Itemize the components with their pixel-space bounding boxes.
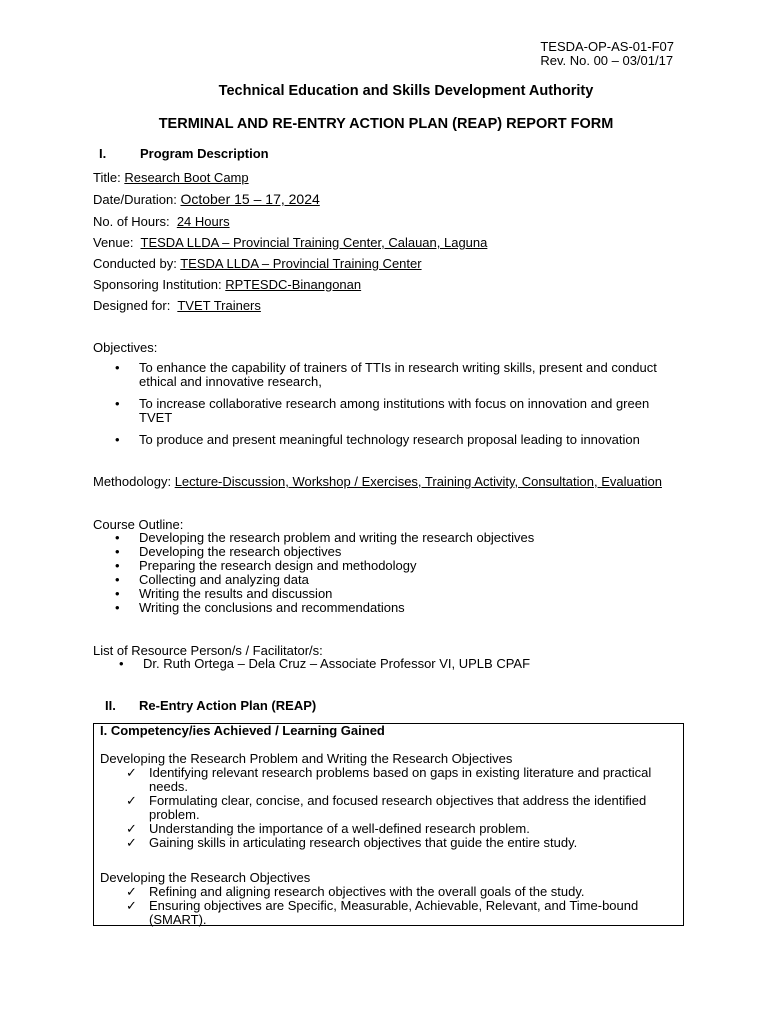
objectives-list bbox=[93, 361, 657, 447]
field-label: No. of Hours: bbox=[93, 214, 170, 229]
field-label: Date/Duration: bbox=[93, 192, 177, 207]
list-item bbox=[100, 836, 675, 850]
item-line: Identifying relevant research problems based on gaps in existing literature and practical bbox=[149, 765, 652, 780]
item-line: needs. bbox=[149, 779, 189, 794]
field-value: Lecture-Discussion, Workshop / Exercises, Training Activity, Consultation, Evaluation bbox=[174, 474, 662, 489]
list-item: • Developing the research problem and writing the research objectives bbox=[93, 531, 534, 545]
reap-table bbox=[93, 723, 684, 926]
field-conducted-by bbox=[93, 256, 422, 271]
field-date bbox=[93, 191, 320, 207]
course-outline-label: Course Outline: bbox=[93, 517, 184, 532]
checkmark-icon: ✓ bbox=[126, 835, 137, 850]
competency-list-2 bbox=[100, 885, 675, 927]
objective-line: TVET bbox=[139, 410, 173, 425]
item-line: Refining and aligning research objectives with the overall goals of the study. bbox=[149, 884, 585, 899]
list-item bbox=[100, 899, 675, 927]
field-value: RPTESDC-Binangonan bbox=[225, 277, 362, 292]
organization-name: Technical Education and Skills Development Authority bbox=[218, 83, 594, 99]
field-label: Designed for: bbox=[93, 298, 171, 313]
resource-persons-list bbox=[97, 657, 530, 671]
field-designed-for bbox=[93, 298, 261, 313]
revision-number: Rev. No. 00 – 03/01/17 bbox=[540, 53, 674, 68]
field-value: Research Boot Camp bbox=[124, 170, 249, 185]
field-label: Sponsoring Institution: bbox=[93, 277, 222, 292]
list-item: • Dr. Ruth Ortega – Dela Cruz – Associate Professor VI, UPLB CPAF bbox=[97, 657, 530, 671]
objective-line: ethical and innovative research, bbox=[139, 374, 322, 389]
list-item bbox=[100, 822, 675, 836]
group-title: Developing the Research Problem and Writing the Research Objectives bbox=[100, 751, 513, 766]
checkmark-icon: ✓ bbox=[126, 884, 137, 899]
list-item bbox=[100, 885, 675, 899]
list-item bbox=[93, 397, 657, 425]
field-label: Methodology: bbox=[93, 474, 172, 489]
field-value: TESDA LLDA – Provincial Training Center, Calauan, Laguna bbox=[140, 235, 488, 250]
list-item bbox=[100, 766, 675, 794]
field-value: 24 Hours bbox=[176, 214, 230, 229]
field-hours bbox=[93, 214, 230, 229]
form-code-block bbox=[540, 40, 674, 68]
field-label: Conducted by: bbox=[93, 256, 177, 271]
field-methodology bbox=[93, 474, 662, 489]
section-number: I. bbox=[99, 146, 107, 161]
section-title: Re-Entry Action Plan (REAP) bbox=[139, 698, 317, 713]
resource-persons-label: List of Resource Person/s / Facilitator/s: bbox=[93, 643, 323, 658]
competency-list-1 bbox=[100, 766, 675, 850]
course-outline-list bbox=[93, 531, 534, 615]
section-title: Program Description bbox=[140, 146, 269, 161]
field-value: October 15 – 17, 2024 bbox=[180, 191, 320, 207]
item-line: (SMART). bbox=[149, 912, 207, 927]
field-label: Title: bbox=[93, 170, 121, 185]
list-item: • Writing the results and discussion bbox=[93, 587, 534, 601]
field-title bbox=[93, 170, 249, 185]
section-number: II. bbox=[105, 698, 116, 713]
list-item bbox=[93, 361, 657, 389]
objective-line: • To produce and present meaningful technology research proposal leading to innovation bbox=[139, 432, 640, 447]
field-venue bbox=[93, 235, 487, 250]
checkmark-icon: ✓ bbox=[126, 898, 137, 913]
objective-line: • To increase collaborative research among institutions with focus on innovation and green bbox=[139, 396, 650, 411]
list-item: • Writing the conclusions and recommendations bbox=[93, 601, 534, 615]
field-label: Venue: bbox=[93, 235, 134, 250]
item-line: problem. bbox=[149, 807, 200, 822]
group-title: Developing the Research Objectives bbox=[100, 870, 311, 885]
competency-heading: I. Competency/ies Achieved / Learning Gained bbox=[100, 723, 385, 738]
form-code: TESDA-OP-AS-01-F07 bbox=[540, 39, 674, 54]
objective-line: • To enhance the capability of trainers of TTIs in research writing skills, present and conduct bbox=[139, 360, 657, 375]
field-sponsor bbox=[93, 277, 361, 292]
list-item bbox=[100, 794, 675, 822]
objectives-label: Objectives: bbox=[93, 340, 158, 355]
list-item: • Collecting and analyzing data bbox=[93, 573, 534, 587]
item-line: Gaining skills in articulating research objectives that guide the entire study. bbox=[149, 835, 578, 850]
checkmark-icon: ✓ bbox=[126, 793, 137, 808]
checkmark-icon: ✓ bbox=[126, 821, 137, 836]
item-line: Formulating clear, concise, and focused research objectives that address the identified bbox=[149, 793, 647, 808]
item-line: Understanding the importance of a well-defined research problem. bbox=[149, 821, 530, 836]
checkmark-icon: ✓ bbox=[126, 765, 137, 780]
list-item: • Preparing the research design and methodology bbox=[93, 559, 534, 573]
item-line: Ensuring objectives are Specific, Measurable, Achievable, Relevant, and Time-bound bbox=[149, 898, 639, 913]
form-title: TERMINAL AND RE-ENTRY ACTION PLAN (REAP) REPORT FORM bbox=[158, 116, 614, 132]
list-item: • Developing the research objectives bbox=[93, 545, 534, 559]
field-value: TESDA LLDA – Provincial Training Center bbox=[180, 256, 422, 271]
list-item bbox=[93, 433, 657, 447]
section-1-heading bbox=[99, 146, 269, 161]
reap-table-cell bbox=[100, 724, 675, 927]
section-2-heading bbox=[105, 698, 316, 713]
field-value: TVET Trainers bbox=[177, 298, 261, 313]
